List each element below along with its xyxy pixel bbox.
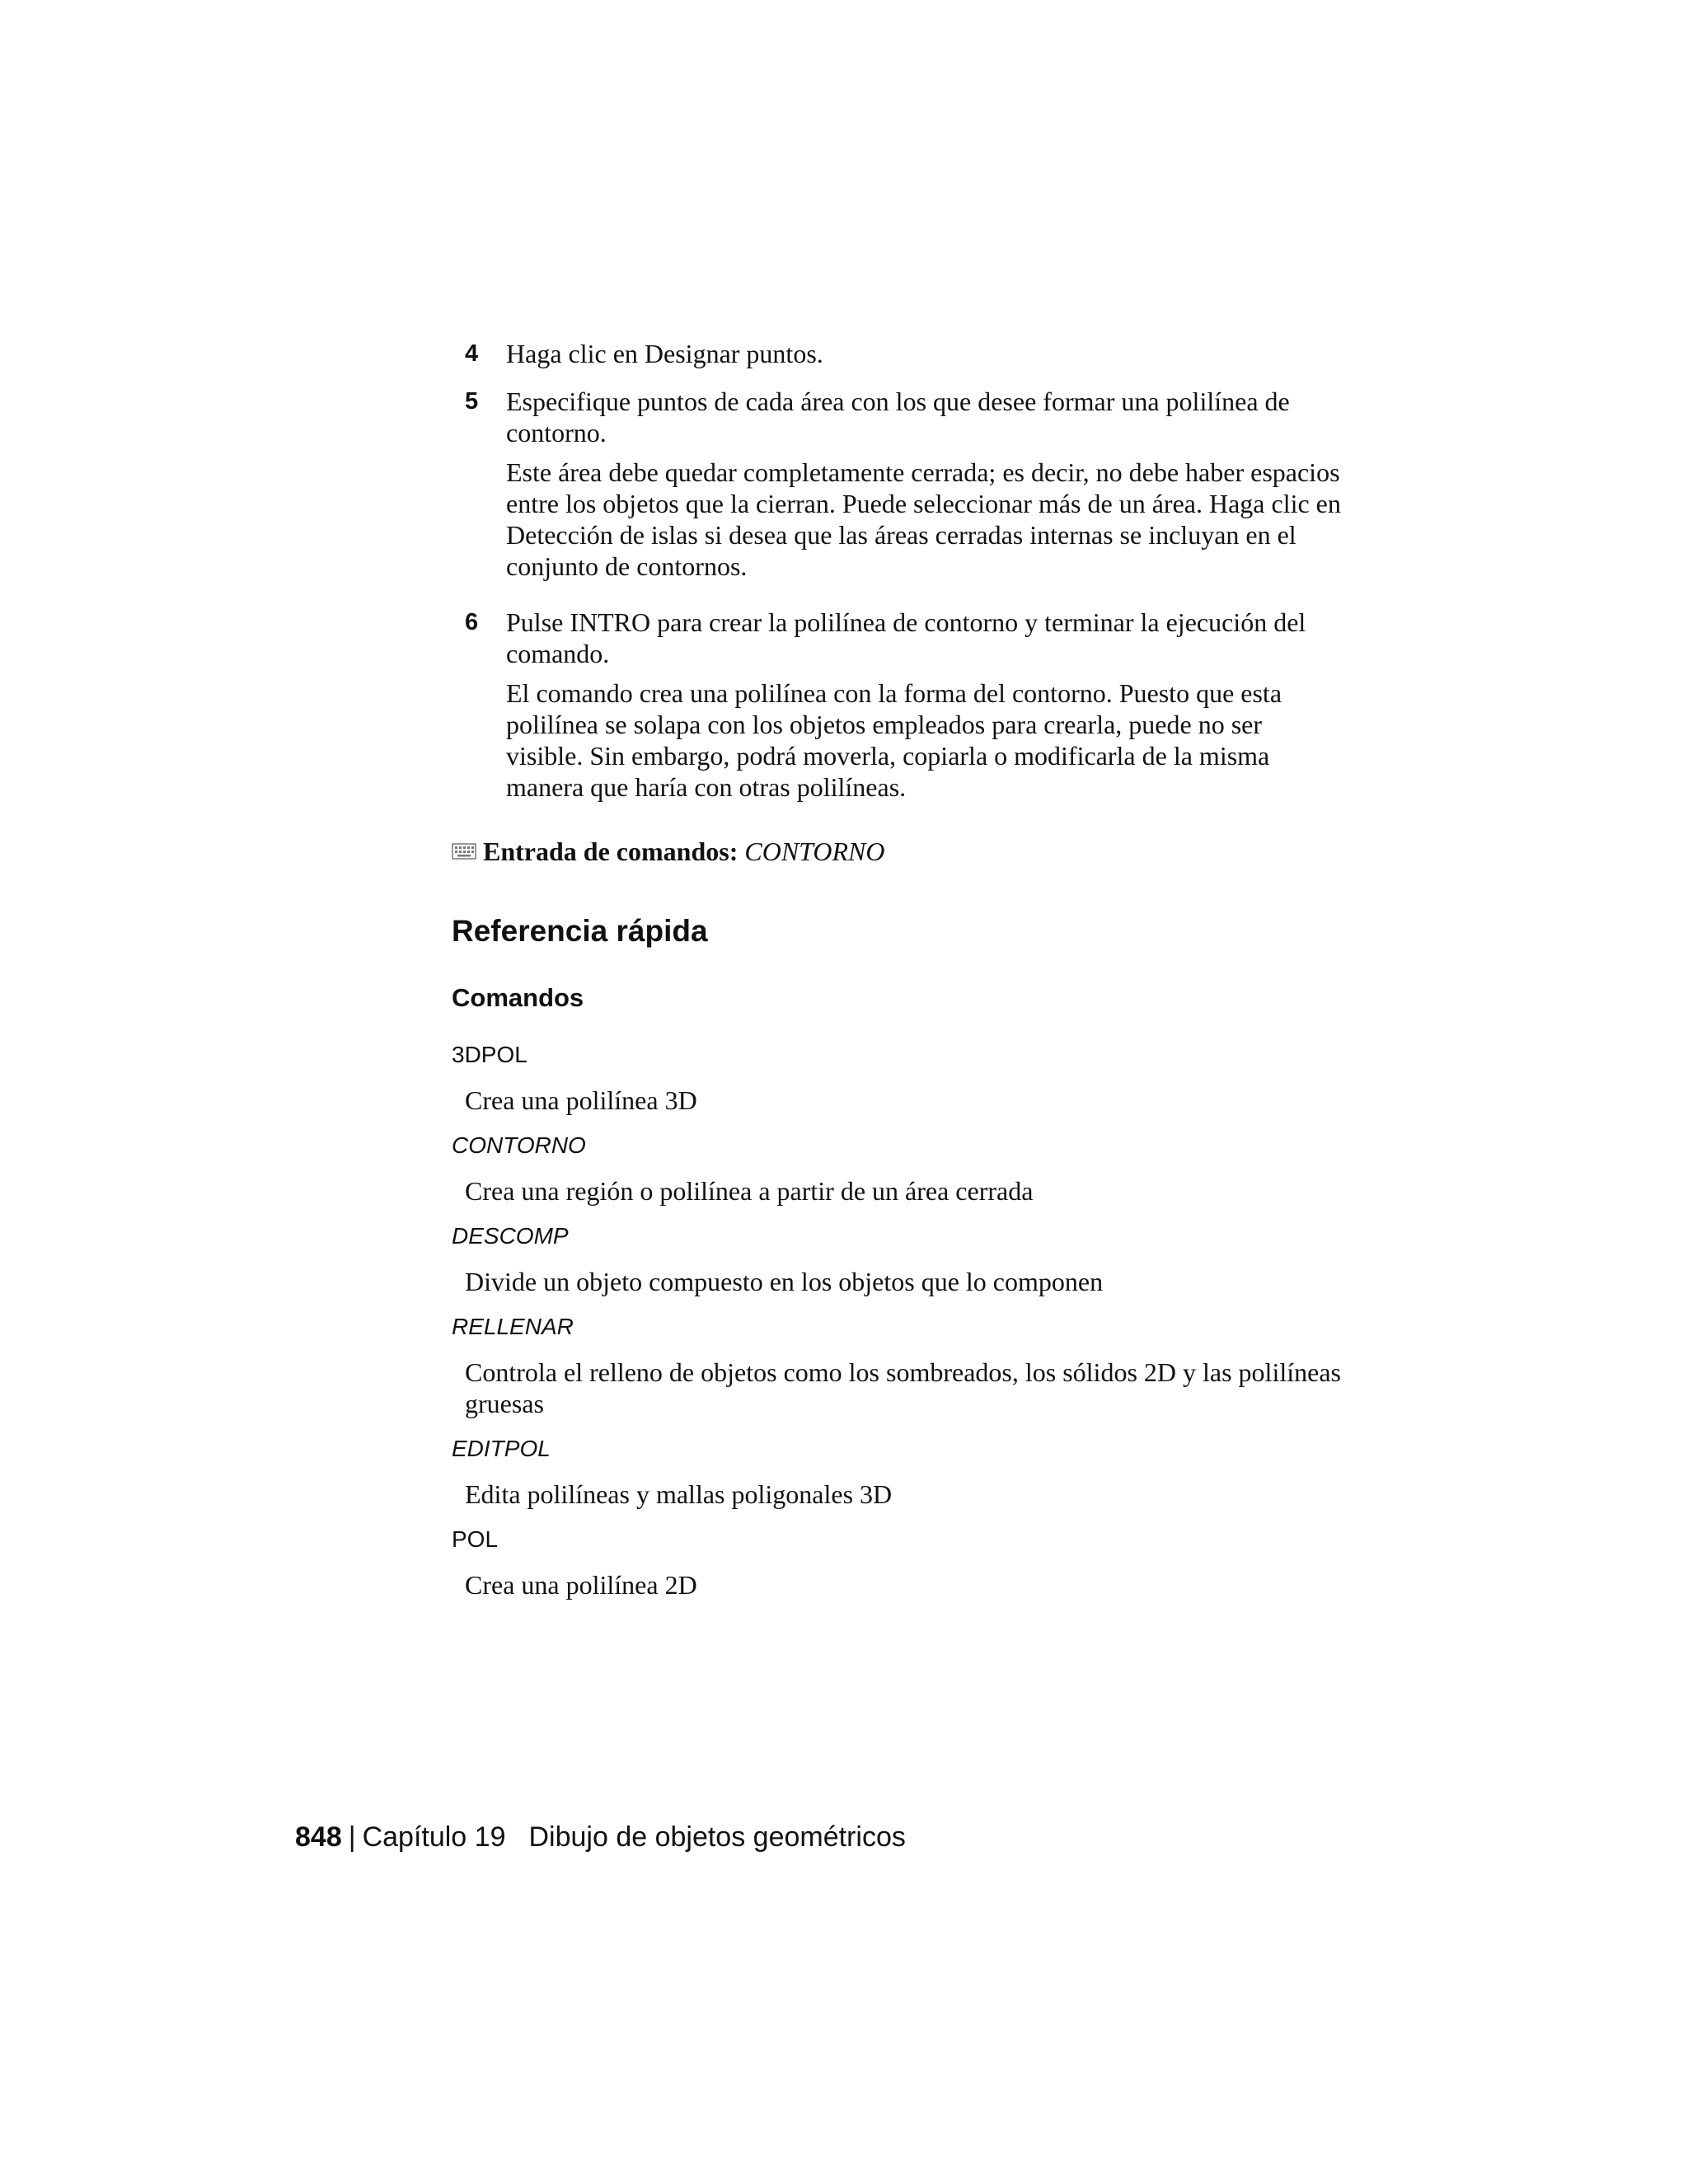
keyboard-icon: [452, 842, 476, 860]
command-list: [452, 1040, 1342, 1601]
command-name: RELLENAR: [452, 1314, 574, 1339]
command-name: DESCOMP: [452, 1223, 569, 1249]
step-text: Pulse INTRO para crear la polilínea de contorno y terminar la ejecución del comando.: [506, 607, 1306, 668]
command-entry: [452, 836, 1342, 867]
command-description: Crea una región o polilínea a partir de un área cerrada: [465, 1176, 1034, 1206]
step-note: El comando crea una polilínea con la forma del contorno. Puesto que esta polilínea se solapa con los objetos empleados para crearla, puede no ser visible. Sin embargo, podrá moverla, copiarla o modificarla de la misma manera que haría con otras polilíneas.: [506, 678, 1282, 802]
command-entry-label: Entrada de comandos:: [483, 837, 738, 866]
step-number: 5: [465, 388, 479, 415]
command-name: 3DPOL: [452, 1042, 528, 1067]
step-note: Este área debe quedar completamente cerrada; es decir, no debe haber espacios entre los objetos que la cierran. Puede seleccionar más de un área. Haga clic en Detección de islas si desea que las áreas cerradas internas se incluyan en el conjunto de contornos.: [506, 457, 1341, 581]
step-text: Especifique puntos de cada área con los que desee formar una polilínea de contorno.: [506, 387, 1290, 448]
step-6: [452, 607, 1342, 803]
step-number: 6: [465, 609, 479, 635]
quick-reference-title: Referencia rápida: [452, 914, 708, 948]
command-entry-value: CONTORNO: [744, 837, 885, 866]
step-4: [452, 338, 1342, 369]
chapter-label: Capítulo 19: [362, 1821, 506, 1853]
command-description: Crea una polilínea 2D: [465, 1570, 697, 1600]
command-name: EDITPOL: [452, 1436, 551, 1461]
footer-separator: |: [348, 1821, 356, 1853]
step-body: [506, 386, 1342, 582]
page-content: [452, 338, 1342, 1615]
page-footer: [295, 1820, 906, 1854]
chapter-title: Dibujo de objetos geométricos: [528, 1821, 906, 1853]
command-description: Crea una polilínea 3D: [465, 1085, 697, 1115]
page-number: 848: [295, 1821, 342, 1853]
command-description: Divide un objeto compuesto en los objetos que lo componen: [465, 1267, 1104, 1296]
quick-reference-subtitle: Comandos: [452, 983, 584, 1012]
step-text: Haga clic en Designar puntos.: [506, 339, 823, 368]
command-name: POL: [452, 1526, 499, 1552]
command-name: CONTORNO: [452, 1132, 586, 1158]
step-5: [452, 386, 1342, 582]
command-description: Controla el relleno de objetos como los sombreados, los sólidos 2D y las polilíneas gruesas: [465, 1357, 1341, 1418]
step-body: [506, 338, 1342, 369]
step-number: 4: [465, 340, 479, 367]
command-description: Edita polilíneas y mallas poligonales 3D: [465, 1479, 893, 1509]
step-body: [506, 607, 1342, 803]
